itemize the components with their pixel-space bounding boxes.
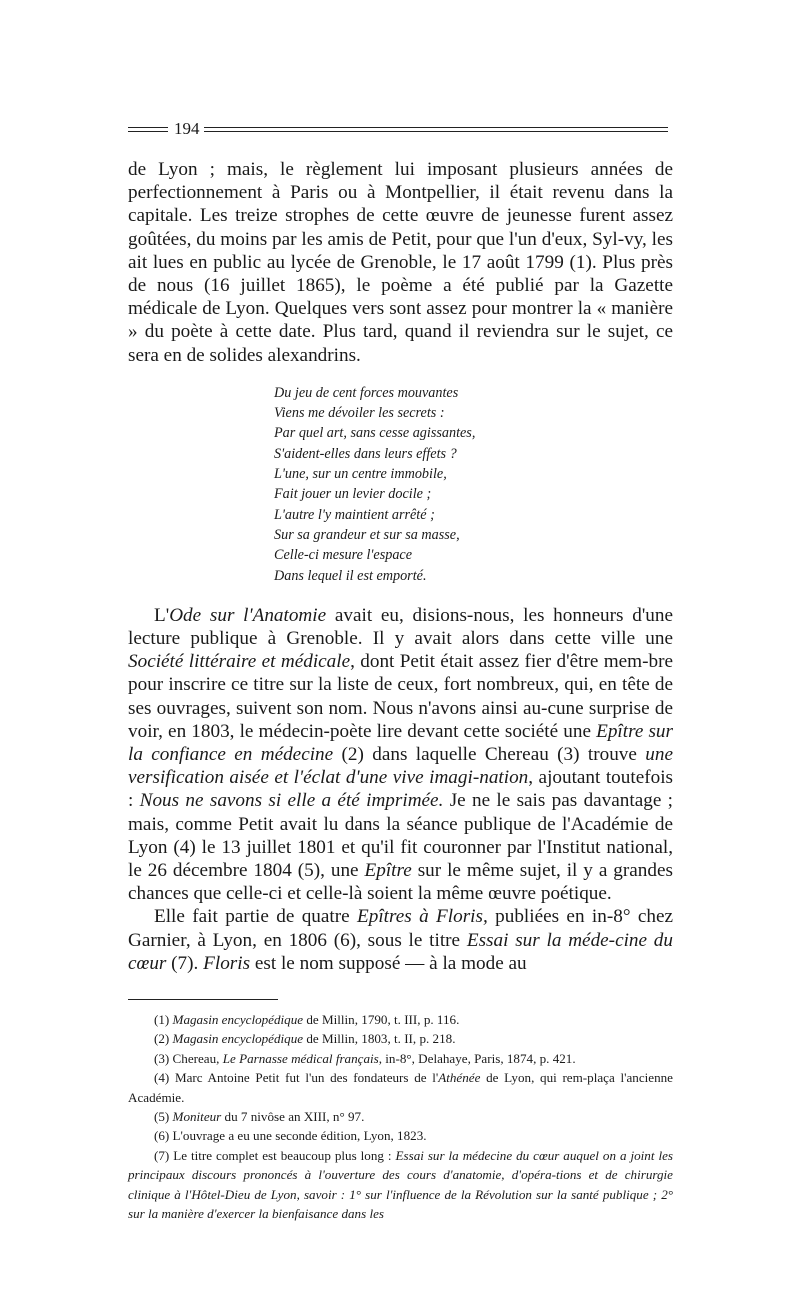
paragraph-2 <box>128 604 673 906</box>
footnote-text: (4) Marc Antoine Petit fut l'un des fondateurs de l' <box>154 1070 439 1086</box>
pseudonym: Floris <box>203 952 251 974</box>
paragraph-2-text: (2) dans laquelle Chereau (3) trouve <box>333 744 646 766</box>
footnote-title: Magasin encyclopédique <box>172 1012 304 1028</box>
poem-line: Par quel art, sans cesse agissantes, <box>274 425 476 442</box>
paragraph-3-text: (7). <box>166 952 204 974</box>
paragraph-3-text: Elle fait partie de quatre <box>154 906 358 928</box>
paragraph-1: de Lyon ; mais, le règlement lui imposant plusieurs années de perfectionnement à Paris ou à Montpellier, il était revenu dans la capitale. Les treize strophes de cette œuvre de jeunesse furent assez goûtées, du moins par les amis de Petit, pour que l'un d'eux, Syl-vy, les ait lues en public au lycée de Grenoble, le 17 août 1799 (1). Plus près de nous (16 juillet 1865), le poème a été publié par la Gazette médicale de Lyon. Quelques vers sont assez pour montrer la « manière » du poète à cette date. Plus tard, quand il reviendra sur le sujet, ce sera en de solides alexandrins. <box>128 159 673 366</box>
paragraph-2-text: sur le même sujet, il y a grandes chances que celle-ci et celle-là soient la même œuvre poétique. <box>128 860 673 905</box>
header-rule-right <box>204 127 668 132</box>
footnote-1 <box>128 1010 673 1029</box>
poem-stanza <box>274 383 673 586</box>
paragraph-2-text: , ajoutant toutefois : <box>128 767 673 812</box>
poem-line: Sur sa grandeur et sur sa masse, <box>274 526 460 543</box>
footnote-title: Athénée <box>438 1070 481 1086</box>
work-title: Epîtres à Floris, <box>357 906 488 928</box>
poem-line: Du jeu de cent forces mouvantes <box>274 384 459 401</box>
footnote-6: (6) L'ouvrage a eu une seconde édition, Lyon, 1823. <box>154 1128 427 1144</box>
poem-line: L'une, sur un centre immobile, <box>274 466 447 483</box>
footnote-text: du 7 nivôse an XIII, n° 97. <box>221 1109 365 1125</box>
footnote-text: (7) Le titre complet est beaucoup plus long : <box>154 1147 396 1163</box>
footnote-title: Le Parnasse médical français <box>222 1050 379 1066</box>
footnote-title: Essai sur la médecine du cœur auquel on a joint les principaux discours prononcés à l'ouverture des cours d'anatomie, d'opéra-tions et de chirurgie clinique à l'Hôtel-Dieu de Lyon, savoir : 1° sur l'influence de la Révolution sur la santé publique ; 2° sur la manière d'exercer la bienfaisance dans les <box>128 1147 674 1222</box>
work-title: Essai sur la méde-cine du cœur <box>128 929 673 974</box>
society-name: Société littéraire et médicale <box>128 651 351 673</box>
footnote-text: (1) <box>154 1012 173 1028</box>
footnote-title: Moniteur <box>172 1109 222 1125</box>
paragraph-2-text: Je ne le sais pas davantage ; mais, comme Petit avait lu dans la séance publique de l'Académie de Lyon (4) le 13 juillet 1801 et qu'il fit couronner par l'Institut national, le 26 décembre 1804 (5), une <box>128 790 673 882</box>
poem-line: Fait jouer un levier docile ; <box>274 486 432 503</box>
page-body <box>128 158 673 1224</box>
footnote-text: de Lyon, qui rem-plaça l'ancienne Académie. <box>128 1070 673 1105</box>
footnote-3 <box>128 1049 673 1068</box>
poem-line: Celle-ci mesure l'espace <box>274 547 413 564</box>
poem-line: Dans lequel il est emporté. <box>274 567 427 584</box>
paragraph-3 <box>128 905 673 975</box>
footnote-text: (5) <box>154 1109 173 1125</box>
poem-line: L'autre l'y maintient arrêté ; <box>274 506 435 523</box>
footnote-2 <box>128 1029 673 1048</box>
page-header <box>128 118 668 142</box>
footnote-separator <box>128 999 278 1000</box>
footnote-title: Magasin encyclopédique <box>172 1031 304 1047</box>
footnote-text: de Millin, 1803, t. II, p. 218. <box>303 1031 456 1047</box>
paragraph-2-text: avait eu, disions-nous, les honneurs d'une lecture publique à Grenoble. Il y avait alors dans cette ville une <box>128 604 673 649</box>
footnote-7 <box>128 1146 673 1224</box>
footnote-text: de Millin, 1790, t. III, p. 116. <box>303 1012 460 1028</box>
work-title: Epître <box>364 860 412 882</box>
footnote-text: (3) Chereau, <box>154 1050 223 1066</box>
poem-line: Viens me dévoiler les secrets : <box>274 405 445 422</box>
paragraph-3-text: publiées en in-8° chez Garnier, à Lyon, en 1806 (6), sous le titre <box>128 906 673 951</box>
footnote-text: (2) <box>154 1031 173 1047</box>
footnote-4 <box>128 1068 673 1107</box>
paragraph-3-text: est le nom supposé — à la mode au <box>250 952 527 974</box>
footnote-5 <box>128 1107 673 1126</box>
poem-line: S'aident-elles dans leurs effets ? <box>274 445 457 462</box>
paragraph-2-text: L' <box>154 604 170 626</box>
paragraph-2-text: , dont Petit était assez fier d'être mem-bre pour inscrire ce titre sur la liste de ceux, fort nombreux, qui, en tête de ses ouvrages, suivent son nom. Nous n'avons ainsi au-cune surprise de voir, en 1803, le médecin-poète lire devant cette société une <box>128 651 673 742</box>
quotation: Nous ne savons si elle a été imprimée. <box>139 790 444 812</box>
work-title: Epître sur la confiance en médecine <box>128 720 673 766</box>
footnote-text: , in-8°, Delahaye, Paris, 1874, p. 421. <box>378 1050 576 1066</box>
page-number: 194 <box>174 119 200 138</box>
header-rule-left <box>128 127 168 132</box>
footnotes <box>128 1010 673 1223</box>
work-title: Ode sur l'Anatomie <box>169 604 327 626</box>
quotation: une versification aisée et l'éclat d'une vive imagi-nation <box>128 744 674 789</box>
